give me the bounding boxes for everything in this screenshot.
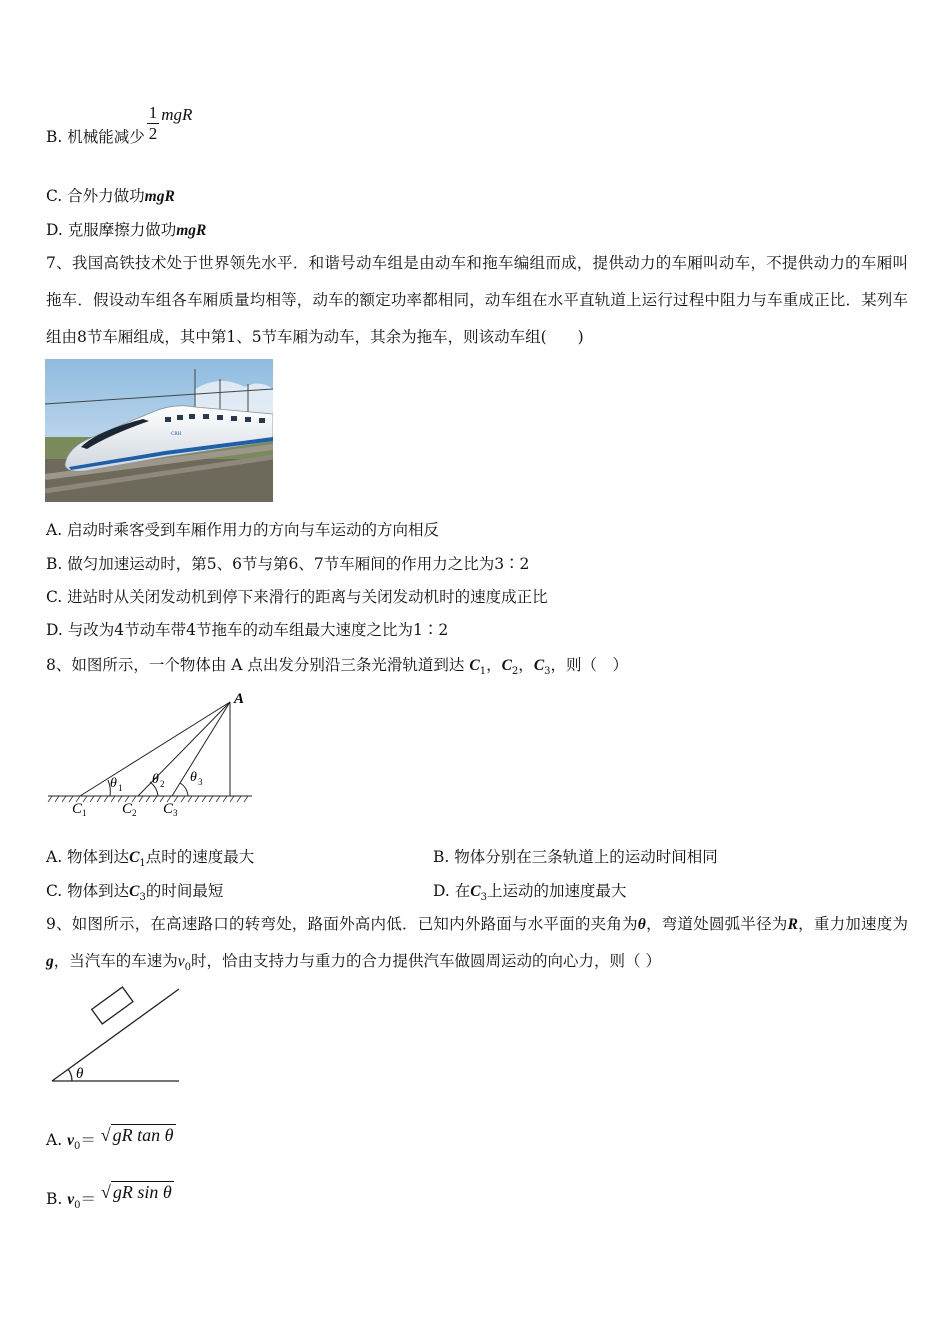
- q8-option-d-post: 上运动的加速度最大: [486, 882, 627, 900]
- label-c2: C: [122, 801, 133, 817]
- label-theta1: θ: [110, 776, 117, 791]
- q6-option-b-prefix: B. 机械能减少: [46, 127, 145, 146]
- q6-option-c: [46, 186, 175, 207]
- label-theta: θ: [76, 1066, 84, 1082]
- q9-option-a-label: A.: [46, 1131, 63, 1149]
- q9-option-a-sub: 0: [73, 1141, 81, 1153]
- q9-text-4: ，当汽车的车速为: [53, 952, 178, 970]
- label-c1-sub: 1: [82, 808, 87, 818]
- q8-option-b: B. 物体分别在三条轨道上的运动时间相同: [433, 848, 718, 866]
- q9-v-sub: 0: [184, 962, 192, 974]
- label-theta2-sub: 2: [160, 779, 165, 789]
- train-logo: CRH: [171, 432, 182, 437]
- q6-option-d-prefix: D. 克服摩擦力做功: [46, 221, 177, 239]
- q6-option-b-expr: mgR: [161, 104, 193, 124]
- q9-option-b-label: B.: [46, 1190, 63, 1208]
- q8-c1-sub: 1: [479, 666, 487, 678]
- car-box: [92, 987, 133, 1024]
- q6-option-c-expr: mgR: [144, 188, 175, 205]
- q9-option-b-eq: ＝: [80, 1190, 97, 1208]
- angle-arc-3: [180, 783, 188, 796]
- q9-v: v: [177, 953, 185, 970]
- q8-option-a-pre: A. 物体到达: [46, 848, 130, 866]
- q8-option-d-sub: 3: [480, 892, 487, 904]
- q9-option-a: [46, 1125, 176, 1161]
- label-c2-sub: 2: [132, 808, 137, 818]
- label-theta3-sub: 3: [198, 777, 203, 787]
- label-a: A: [234, 691, 245, 707]
- q9-option-b-v: v: [67, 1191, 75, 1208]
- q9-text-3: ，重力加速度为: [797, 915, 908, 933]
- fraction-denominator: 2: [148, 124, 158, 143]
- q6-option-c-prefix: C. 合外力做功: [46, 187, 145, 205]
- q9-g: g: [46, 953, 54, 970]
- q9-option-b-sqrt: √ gR sin θ: [100, 1182, 172, 1202]
- q9-theta: θ: [637, 916, 646, 933]
- q6-option-d: [46, 220, 206, 241]
- q9-option-a-v: v: [67, 1132, 74, 1149]
- q6-option-b-fraction: [147, 103, 160, 144]
- q9-text-1: 9、如图所示，在高速路口的转弯处，路面外高内低．已知内外路面与水平面的夹角为: [46, 915, 638, 933]
- q8-option-c-sub: 3: [139, 892, 146, 904]
- q9-option-b: [46, 1184, 174, 1220]
- q9-option-b-sub: 0: [74, 1200, 81, 1212]
- inclined-tracks-diagram: [46, 686, 256, 820]
- q8-option-a-post: 点时的速度最大: [145, 848, 255, 866]
- q8-c2: C: [501, 657, 512, 674]
- q9-text-5: 时，恰由支持力与重力的合力提供汽车做圆周运动的向心力，则（ ）: [191, 952, 661, 970]
- q8-question-text: 8、如图所示，一个物体由 A 点出发分别沿三条光滑轨道到达: [46, 656, 470, 674]
- fraction-numerator: 1: [148, 103, 158, 122]
- q8-c3-sub: 3: [544, 666, 551, 678]
- q7-question: 7、我国高铁技术处于世界领先水平．和谐号动车组是由动车和拖车编组而成，提供动力的车厢叫动车，不提供动力的车厢叫拖车．假设动车组各车厢质量均相等，动车的额定功率都相同，动车组在水平直轨道上运行过程中阻力与车重成正比．某列车组由8节车厢组成，其中第1、5节车厢为动车，其余为拖车，则该动车组( ): [46, 254, 908, 346]
- train-illustration: [45, 359, 273, 502]
- q6-option-d-expr: mgR: [176, 222, 207, 239]
- train-photo: [45, 359, 273, 502]
- q8-option-c-post: 的时间最短: [145, 882, 224, 900]
- q9-r: R: [787, 916, 798, 933]
- q7-option-b: B. 做匀加速运动时，第5、6节与第6、7节车厢间的作用力之比为3∶2: [46, 555, 530, 573]
- q8-option-a-sub: 1: [139, 858, 146, 870]
- q9-option-a-eq: ＝: [80, 1131, 96, 1149]
- q8-c2-sub: 2: [511, 666, 519, 678]
- q8-option-c-c: C: [129, 883, 140, 900]
- q9-option-a-radicand: gR tan θ: [112, 1125, 174, 1145]
- q8-question-tail: ，则（ ）: [550, 656, 629, 674]
- label-c1: C: [72, 801, 83, 817]
- angle-arc: [68, 1069, 72, 1081]
- label-theta1-sub: 1: [118, 783, 123, 793]
- q8-option-d-pre: D. 在: [433, 882, 471, 900]
- label-theta2: θ: [152, 772, 159, 787]
- label-theta3: θ: [190, 770, 197, 785]
- q9-option-b-radicand: gR sin θ: [112, 1182, 172, 1202]
- q7-option-d: D. 与改为4节动车带4节拖车的动车组最大速度之比为1∶2: [46, 621, 449, 639]
- q6-option-b: [46, 103, 192, 144]
- q8-option-c-pre: C. 物体到达: [46, 882, 130, 900]
- q7-option-c: C. 进站时从关闭发动机到停下来滑行的距离与关闭发动机时的速度成正比: [46, 588, 548, 606]
- q8-option-c: [46, 881, 223, 908]
- label-c3: C: [163, 801, 174, 817]
- q8-figure: [46, 686, 256, 820]
- q8-option-a: [46, 847, 254, 874]
- q9-text-2: ，弯道处圆弧半径为: [645, 915, 788, 933]
- q8-option-a-c: C: [129, 849, 140, 866]
- q8-c3: C: [533, 657, 545, 674]
- q7-option-a: A. 启动时乘客受到车厢作用力的方向与车运动的方向相反: [46, 521, 440, 539]
- q8-option-d: [433, 881, 626, 908]
- banked-road-diagram: [48, 985, 183, 1085]
- q8-option-d-c: C: [470, 883, 481, 900]
- q9-option-a-sqrt: √ gR tan θ: [100, 1125, 174, 1145]
- label-c3-sub: 3: [173, 808, 178, 818]
- q8-c1: C: [469, 657, 480, 674]
- q9-figure: [48, 985, 183, 1085]
- q8-question: 8、如图所示，一个物体由 A 点出发分别沿三条光滑轨道到达 $C_1$，$C_2$，$C_3$，则（ ）: [46, 656, 629, 678]
- q9-question: [46, 906, 908, 986]
